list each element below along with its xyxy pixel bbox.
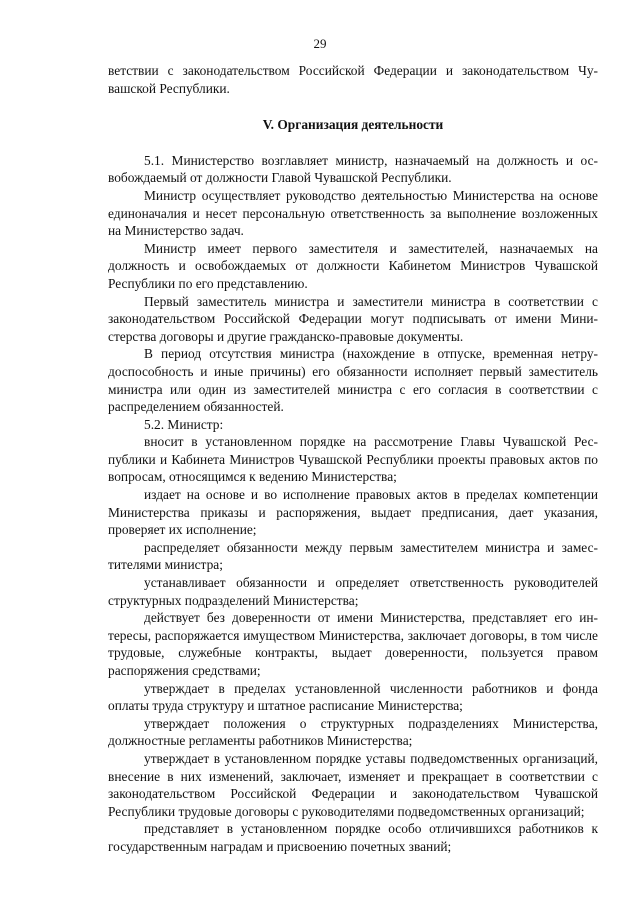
list-item: вносит в установленном порядке на рассмотрение Главы Чувашской Республики и Кабинета Министров Чувашской Республики проекты правовых актов по вопросам, относящимся к ведению Министерства;	[108, 434, 598, 485]
list-item: утверждает в пределах установленной численности работников и фонда оплаты труда структуру и штатное расписание Министерства;	[108, 680, 598, 714]
page-number: 29	[313, 36, 327, 51]
list-item: издает на основе и во исполнение правовых актов в пределах компетенции Министерства приказы и распоряжения, выдает предписания, дает указания, проверяет их исполнение;	[108, 487, 598, 538]
section-heading: V. Организация деятельности	[262, 117, 444, 133]
list-item: утверждает положения о структурных подразделениях Министерства, должностные регламенты работников Министерства;	[108, 715, 598, 749]
list-item: устанавливает обязанности и определяет ответственность руководителей структурных подразделений Министерства;	[108, 575, 598, 608]
paragraph: В период отсутствия министра (нахождение в отпуске, временная нетрудоспособность и иные причины) его обязанности исполняет первый заместитель министра или один из заместителей министра с его согласия в соответствии с распределением обязанностей.	[108, 346, 598, 415]
paragraph: Первый заместитель министра и заместители министра в соответствии с законодательством Российской Федерации могут подписывать от имени Министерства договоры и другие гражданско-правовые документы.	[108, 293, 598, 344]
list-item: представляет в установленном порядке особо отличившихся работников к государственным наградам и присвоению почетных званий;	[108, 821, 598, 854]
list-item: утверждает в установленном порядке уставы подведомственных организаций, внесение в них изменений, заключает, изменяет и прекращает в соответствии с законодательством Российской Федерации и законодательством Чувашской Республики трудовые договоры с руководителями подведомственных организаций;	[108, 750, 598, 819]
list-item: действует без доверенности от имени Министерства, представляет его интересы, распоряжается имуществом Министерства, заключает договоры, в том числе трудовые, служебные контракты, выдает доверенности, пользуется правом распоряжения средствами;	[108, 610, 598, 678]
continuation-paragraph: ветствии с законодательством Российской Федерации и законодательством Чувашской Республики.	[108, 63, 598, 96]
list-item: распределяет обязанности между первым заместителем министра и заместителями министра;	[108, 539, 598, 573]
paragraph-5-2: 5.2. Министр:	[144, 416, 224, 432]
paragraph: Министр осуществляет руководство деятельностью Министерства на основе единоначалия и несет персональную ответственность за выполнение возложенных на Министерство задач.	[108, 187, 598, 239]
paragraph-5-1: 5.1. Министерство возглавляет министр, назначаемый на должность и освобождаемый от должности Главой Чувашской Республики.	[108, 152, 598, 186]
paragraph: Министр имеет первого заместителя и заместителей, назначаемых на должность и освобождаемых от должности Кабинетом Министров Чувашской Республики по его представлению.	[108, 240, 598, 291]
page-body	[108, 62, 598, 856]
